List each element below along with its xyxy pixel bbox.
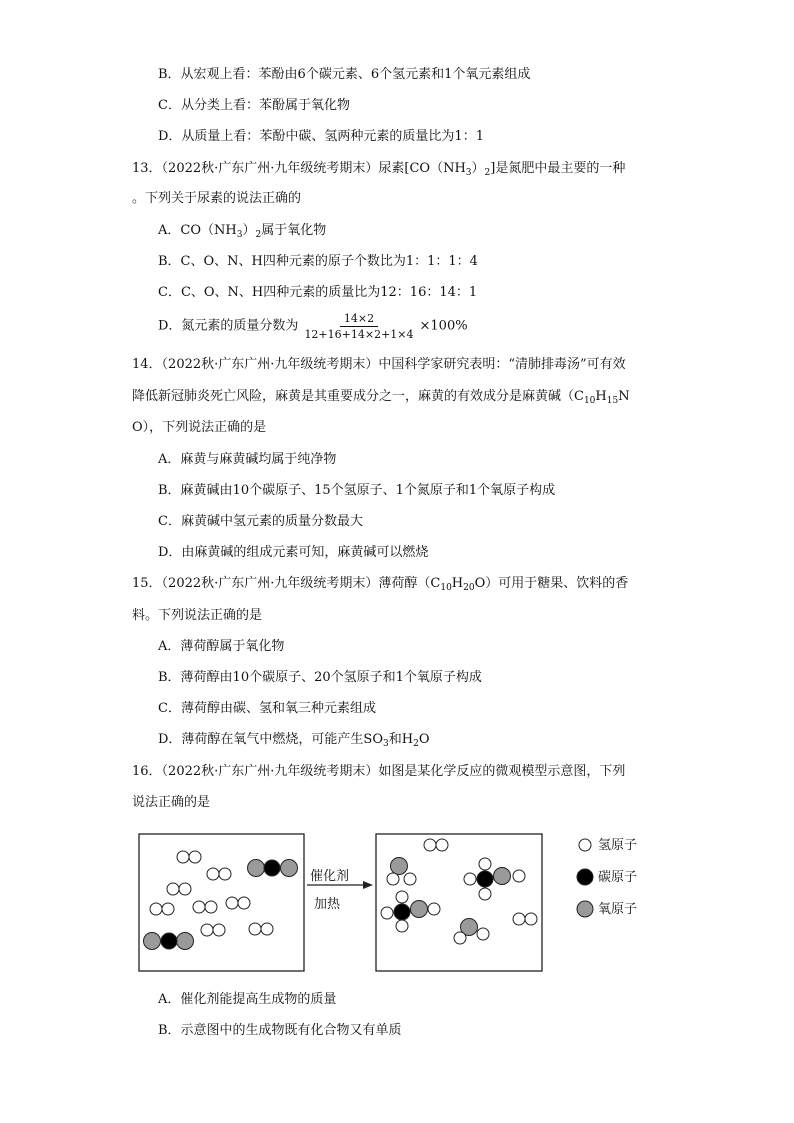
hydrogen-atom (189, 851, 201, 863)
hydrogen-atom (479, 888, 491, 900)
q15-option-b: B．薄荷醇由10个碳原子、20个氢原子和1个氧原子构成 (158, 670, 482, 685)
hydrogen-atom (162, 903, 174, 915)
hydrogen-atom (226, 897, 238, 909)
q14-stem-line3: O），下列说法正确的是 (132, 420, 267, 435)
oxygen-atom (281, 860, 298, 877)
hydrogen-atom (404, 873, 416, 885)
hydrogen-atom (177, 851, 189, 863)
q14-option-d: D．由麻黄碱的组成元素可知，麻黄碱可以燃烧 (158, 545, 429, 560)
q15-option-a: A．薄荷醇属于氧化物 (158, 639, 285, 654)
hydrogen-atom (513, 870, 525, 882)
hydrogen-atom (513, 913, 525, 925)
hydrogen-atom (249, 923, 261, 935)
hydrogen-atom (424, 839, 436, 851)
hydrogen-atom (381, 907, 393, 919)
hydrogen-atom (387, 873, 399, 885)
carbon-atom (264, 860, 280, 876)
reactants-box (139, 834, 304, 971)
hydrogen-atom (207, 868, 219, 880)
q13-stem-line2: 。下列关于尿素的说法正确的 (132, 191, 302, 206)
carbon-atom (161, 933, 177, 949)
catalyst-label: 催化剂 (310, 869, 350, 884)
q14-option-b: B．麻黄碱由10个碳原子、15个氢原子、1个氮原子和1个氧原子构成 (158, 483, 556, 498)
hydrogen-atom (219, 868, 231, 880)
q14-stem-line1: 14．（2022秋·广东广州·九年级统考期末）中国科学家研究表明：“清肺排毒汤”可有效 (132, 357, 626, 372)
hydrogen-atom (238, 897, 250, 909)
hydrogen-atom (477, 928, 489, 940)
hydrogen-legend-icon (579, 839, 591, 851)
q12-option-b: B．从宏观上看：苯酚由6个碳元素、6个氢元素和1个氧元素组成 (158, 67, 531, 82)
q13-stem-line1: 13．（2022秋·广东广州·九年级统考期末）尿素$[CO(NH_3)_2]$是氮肥中最主要的一种 (132, 161, 626, 178)
legend-carbon-label: 碳原子 (598, 870, 638, 885)
molecule-group (144, 839, 538, 950)
hydrogen-atom (525, 913, 537, 925)
legend-hydrogen-label: 氢原子 (598, 838, 638, 853)
oxygen-atom (248, 860, 265, 877)
hydrogen-atom (150, 903, 162, 915)
hydrogen-atom (201, 924, 213, 936)
q15-stem-line1: 15．（2022秋·广东广州·九年级统考期末）薄荷醇$(C_{10}H_{20}O)$可用于糖果、饮料的香 (132, 576, 629, 593)
q16-option-b: B．示意图中的生成物既有化合物又有单质 (158, 1023, 402, 1038)
legend-oxygen-label: 氧原子 (598, 902, 638, 917)
hydrogen-atom (436, 839, 448, 851)
q15-option-c: C．薄荷醇由碳、氢和氧三种元素组成 (158, 701, 376, 716)
oxygen-atom (144, 933, 161, 950)
oxygen-atom (494, 868, 511, 885)
q14-option-a: A．麻黄与麻黄碱均属于纯净物 (158, 452, 337, 467)
q16-stem-line1: 16．（2022秋·广东广州·九年级统考期末）如图是某化学反应的微观模型示意图，下列 (132, 764, 626, 779)
hydrogen-atom (464, 873, 476, 885)
q14-stem-line2: 降低新冠肺炎死亡风险，麻黄是其重要成分之一，麻黄的有效成分是麻黄碱（$C_{10}H_{15}N$ (132, 389, 630, 406)
q14-option-c: C．麻黄碱中氢元素的质量分数最大 (158, 514, 363, 529)
q16-option-a: A．催化剂能提高生成物的质量 (158, 992, 337, 1007)
oxygen-atom (411, 901, 428, 918)
q13-option-d: D．氮元素的质量分数为 $\frac{14\times 2}{12+16+14\times 2+1\times 4}$ ×100% (158, 312, 468, 341)
q15-option-d: D．薄荷醇在氧气中燃烧，可能产生$SO_3$和$H_2O$ (158, 732, 430, 749)
hydrogen-atom (213, 924, 225, 936)
hydrogen-atom (396, 891, 408, 903)
q13-option-c: C．C、O、N、H四种元素的质量比为12：16：14：1 (158, 285, 478, 300)
hydrogen-atom (479, 858, 491, 870)
hydrogen-atom (261, 923, 273, 935)
carbon-atom (394, 904, 410, 920)
oxygen-atom (391, 858, 408, 875)
arrow-head (363, 881, 373, 889)
carbon-legend-icon (577, 869, 593, 885)
hydrogen-atom (454, 932, 466, 944)
q12-option-d: D．从质量上看：苯酚中碳、氢两种元素的质量比为1：1 (158, 129, 484, 144)
q12-option-c: C．从分类上看：苯酚属于氧化物 (158, 98, 350, 113)
hydrogen-atom (167, 883, 179, 895)
hydrogen-atom (205, 901, 217, 913)
oxygen-atom (177, 933, 194, 950)
q13-option-b: B．C、O、N、H四种元素的原子个数比为1：1：1：4 (158, 254, 478, 269)
q16-stem-line2: 说法正确的是 (132, 795, 211, 810)
hydrogen-atom (396, 920, 408, 932)
hydrogen-atom (193, 901, 205, 913)
heating-label: 加热 (314, 897, 341, 912)
hydrogen-atom (428, 903, 440, 915)
carbon-atom (477, 871, 493, 887)
oxygen-legend-icon (577, 901, 593, 917)
q13-option-a: A．$CO(NH_3)_2$属于氧化物 (158, 223, 327, 240)
q15-stem-line2: 料。下列说法正确的是 (132, 608, 263, 623)
mass-fraction-formula: $\frac{14\times 2}{12+16+14\times 2+1\times 4}$ (304, 312, 414, 341)
hydrogen-atom (179, 883, 191, 895)
